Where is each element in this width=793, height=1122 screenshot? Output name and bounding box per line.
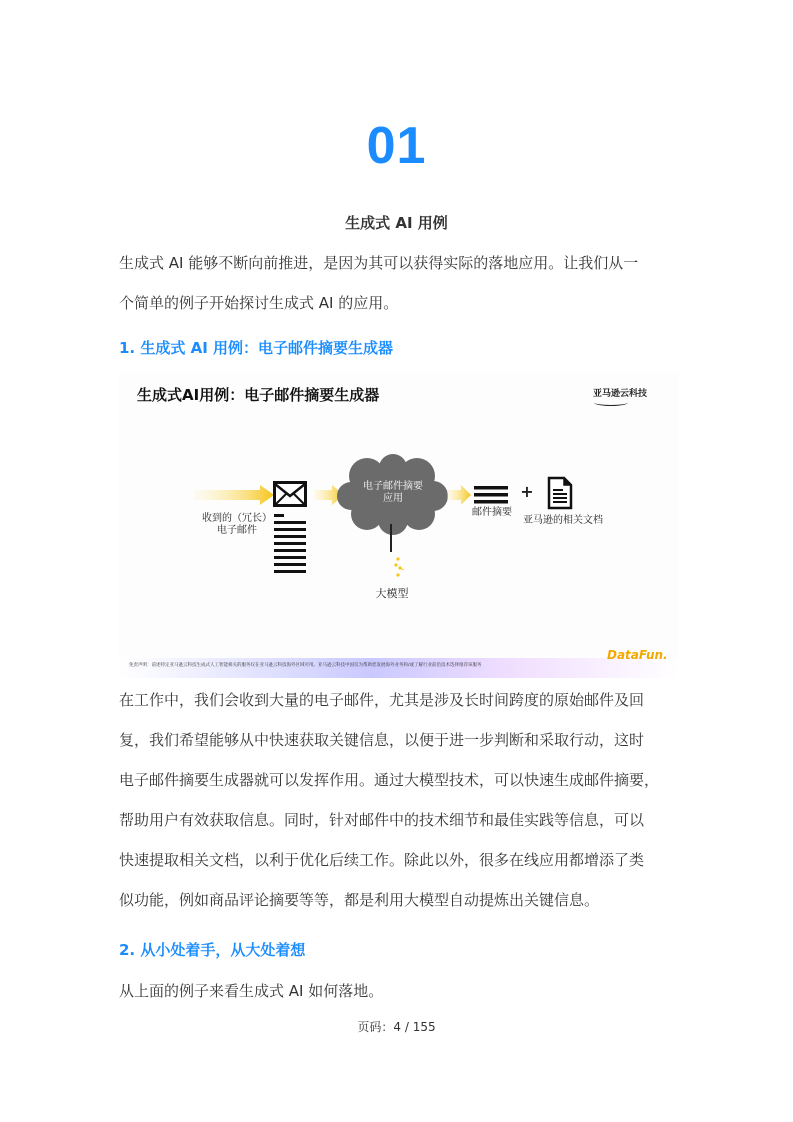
section-2-heading: 2. 从小处着手，从大处着想: [119, 941, 306, 959]
page-number: 页码：4 / 155: [357, 1020, 436, 1034]
disclaimer-text: 免责声明：前述特定亚马逊云科技生成式人工智能相关的服务仅在亚马逊云科技海外区域可用。亚马逊云科技中国仅为帮助您发展海外业务和/或了解行业前沿技术选择推荐该服务: [129, 663, 482, 668]
llm-label: 大模型: [375, 587, 409, 600]
plus-sign: +: [520, 482, 534, 501]
flow-arrow-icon: [447, 485, 471, 505]
text-lines-icon: [274, 514, 307, 574]
document-icon: [547, 476, 573, 510]
summary-label: 邮件摘要: [472, 507, 512, 518]
cloud-label: 电子邮件摘要 应用: [363, 481, 423, 504]
aws-logo: 亚马逊云科技: [593, 389, 648, 399]
intro-line-2: 个简单的例子开始探讨生成式 AI 的应用。: [119, 294, 399, 312]
intro-line-1: 生成式 AI 能够不断向前推进，是因为其可以获得实际的落地应用。让我们从一: [119, 254, 639, 272]
section-title: 生成式 AI 用例: [345, 214, 448, 232]
input-email-label: 收到的（冗长） 电子邮件: [202, 513, 272, 536]
datafun-watermark: DataFun.: [607, 648, 668, 662]
section-2-text: 从上面的例子来看生成式 AI 如何落地。: [119, 982, 384, 1000]
docs-label: 亚马逊的相关文档: [523, 515, 603, 526]
llm-dots-icon: [392, 556, 406, 578]
body-line: 帮助用户有效获取信息。同时，针对邮件中的技术细节和最佳实践等信息，可以: [119, 811, 645, 829]
intro-paragraph: [119, 243, 679, 323]
body-line: 似功能，例如商品评论摘要等等，都是利用大模型自动提炼出关键信息。: [119, 891, 600, 909]
disclaimer-band: [119, 658, 679, 678]
figure-title: 生成式AI用例：电子邮件摘要生成器: [137, 386, 380, 404]
envelope-icon: [273, 481, 307, 507]
aws-smile-icon: [594, 399, 628, 406]
flow-arrow-icon: [194, 485, 274, 505]
body-line: 在工作中，我们会收到大量的电子邮件，尤其是涉及长时间跨度的原始邮件及回: [119, 691, 645, 709]
cloud-connector-line: [390, 524, 392, 552]
summary-lines-icon: [474, 486, 508, 504]
chapter-number: 01: [366, 117, 427, 175]
body-line: 快速提取相关文档，以利于优化后续工作。除此以外，很多在线应用都增添了类: [119, 851, 645, 869]
email-summary-figure: [119, 372, 679, 678]
body-paragraph: [119, 680, 679, 920]
body-line: 电子邮件摘要生成器就可以发挥作用。通过大模型技术，可以快速生成邮件摘要，: [119, 771, 660, 789]
body-line: 复，我们希望能够从中快速获取关键信息，以便于进一步判断和采取行动，这时: [119, 731, 645, 749]
section-1-heading: 1. 生成式 AI 用例：电子邮件摘要生成器: [119, 339, 393, 357]
